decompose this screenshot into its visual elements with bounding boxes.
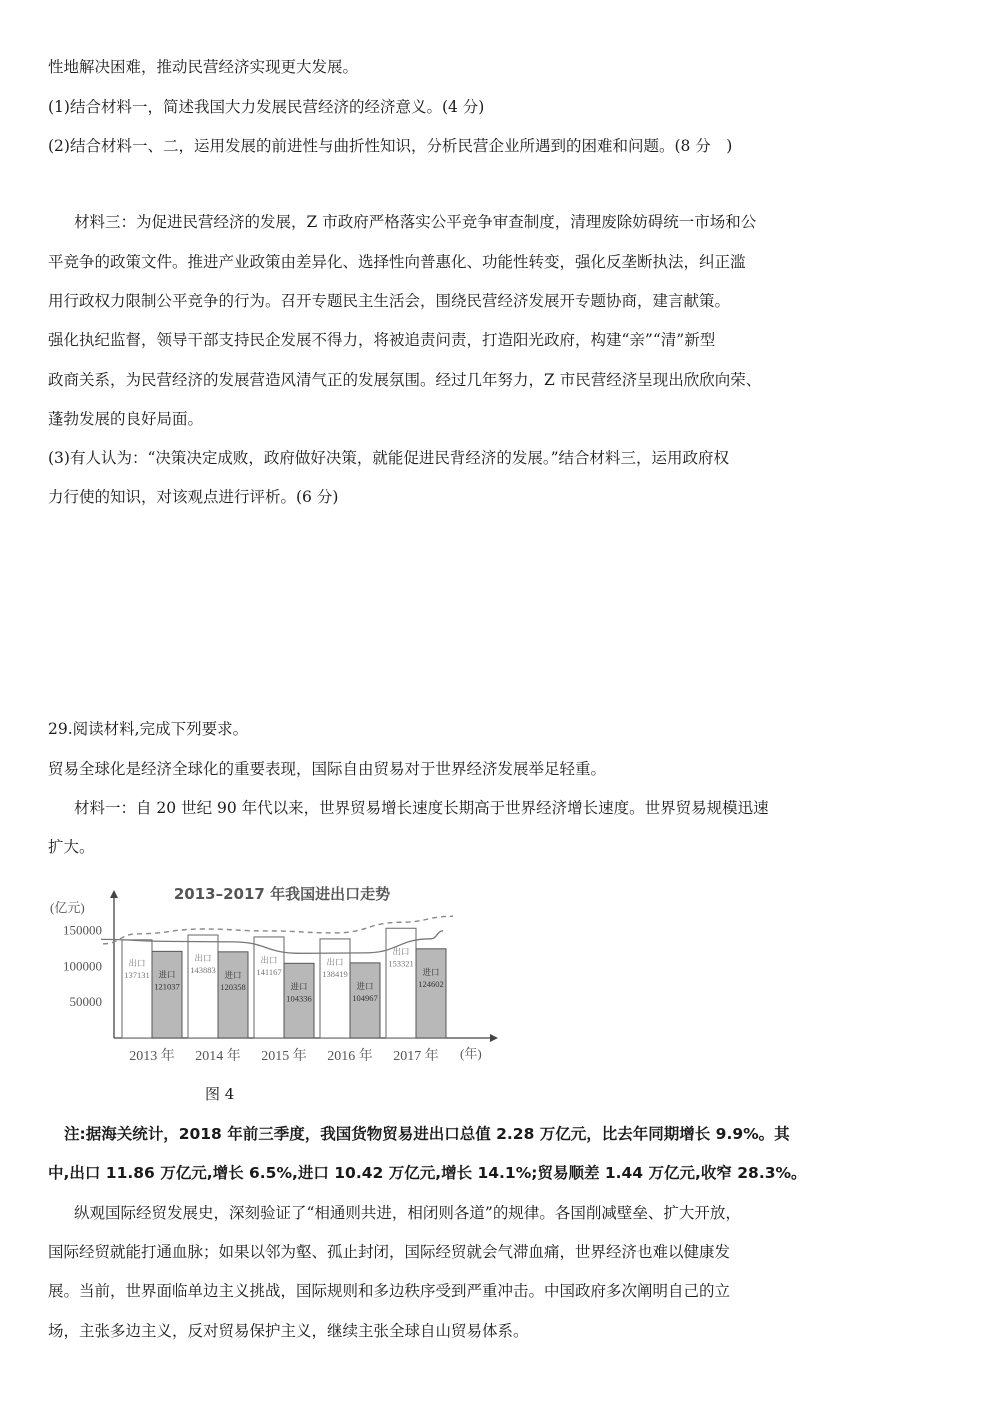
- question-3-cont: 力行使的知识，对该观点进行评析。(6 分): [48, 488, 339, 506]
- x-axis-arrow: [490, 1034, 498, 1042]
- y-axis-arrow: [110, 890, 118, 898]
- material3-line: 政商关系，为民营经济的发展营造风清气正的发展氛围。经过几年努力，Z 市民营经济呈现出欣欣向荣、: [48, 371, 762, 389]
- bar-import: [218, 952, 248, 1038]
- x-axis-label: (年): [460, 1046, 482, 1061]
- note-line: 中,出口 11.86 万亿元,增长 6.5%,进口 10.42 万亿元,增长 14.1%;贸易顺差 1.44 万亿元,收窄 28.3%。: [48, 1164, 807, 1182]
- closing-line: 纵观国际经贸发展史，深刻验证了“相通则共进，相闭则各道”的规律。各国削减壁垒、扩大开放，: [74, 1204, 741, 1222]
- y-tick-label: 100000: [63, 958, 102, 974]
- material3-line: 强化执纪监督，领导干部支持民企发展不得力，将被追责问责，打造阳光政府，构建“亲”“清”新型: [48, 331, 716, 349]
- material3-line: 材料三：为促进民营经济的发展，Z 市政府严格落实公平竞争审查制度，清理废除妨碍统一市场和公: [74, 213, 757, 231]
- closing-line: 场，主张多边主义，反对贸易保护主义，继续主张全球自山贸易体系。: [48, 1322, 529, 1340]
- y-tick-label: 50000: [69, 994, 102, 1010]
- bar-label-name: 进口: [224, 969, 242, 980]
- material1-line: 扩大。: [48, 838, 95, 856]
- bar-value-label: 124602: [418, 978, 444, 989]
- q29-intro: 贸易全球化是经济全球化的重要表现，国际自由贸易对于世界经济发展举足轻重。: [48, 760, 607, 778]
- bar-label-name: 进口: [290, 981, 308, 992]
- trade-chart: [40, 872, 500, 1072]
- note-line: 注:据海关统计，2018 年前三季度，我国货物贸易进出口总值 2.28 万亿元，比去年同期增长 9.9%。其: [64, 1125, 790, 1143]
- bar-value-label: 153321: [388, 958, 414, 969]
- material3-line: 用行政权力限制公平竞争的行为。召开专题民主生活会，围绕民营经济发展开专题协商，建言献策。: [48, 292, 731, 310]
- chart-title: 2013–2017 年我国进出口走势: [173, 885, 391, 903]
- bar-label-name: 出口: [128, 957, 146, 968]
- question-3: (3)有人认为：“决策决定成败，政府做好决策，就能促进民背经济的发展。”结合材料三，运用政府权: [48, 449, 730, 467]
- bar-import: [416, 949, 446, 1038]
- bar-value-label: 137131: [124, 969, 150, 980]
- bar-export: [122, 940, 152, 1038]
- bar-label-name: 出口: [194, 953, 212, 964]
- bar-export: [188, 935, 218, 1038]
- figure-caption: 图 4: [205, 1085, 235, 1103]
- closing-line: 展。当前，世界面临单边主义挑战，国际规则和多边秩序受到严重冲击。中国政府多次阐明自己的立: [48, 1282, 731, 1300]
- x-tick-label: 2014 年: [195, 1049, 241, 1064]
- question-2: (2)结合材料一、二，运用发展的前进性与曲折性知识，分析民营企业所遇到的困难和问题。(8 分 ): [48, 137, 733, 155]
- bar-value-label: 104967: [352, 992, 378, 1003]
- x-tick-label: 2017 年: [393, 1049, 439, 1064]
- y-tick-label: 150000: [63, 922, 102, 938]
- x-tick-label: 2015 年: [261, 1049, 307, 1064]
- bar-value-label: 120358: [220, 981, 246, 992]
- y-axis-label: (亿元): [50, 900, 85, 915]
- text-line: 性地解决困难，推动民营经济实现更大发展。: [48, 58, 359, 76]
- bar-value-label: 138419: [322, 968, 348, 979]
- bar-value-label: 104336: [286, 993, 312, 1004]
- x-tick-label: 2016 年: [327, 1049, 373, 1064]
- question-1: (1)结合材料一，简述我国大力发展民营经济的经济意义。(4 分): [48, 98, 485, 116]
- bar-label-name: 出口: [392, 946, 410, 957]
- material3-line: 平竞争的政策文件。推进产业政策由差异化、选择性向普惠化、功能性转变，强化反垄断执法，纠正滥: [48, 253, 746, 271]
- material3-line: 蓬勃发展的良好局面。: [48, 410, 204, 428]
- x-tick-label: 2013 年: [129, 1049, 175, 1064]
- material1-line: 材料一：自 20 世纪 90 年代以来，世界贸易增长速度长期高于世界经济增长速度。世界贸易规模迅速: [74, 799, 769, 817]
- bar-label-name: 出口: [326, 956, 344, 967]
- bar-label-name: 进口: [356, 980, 374, 991]
- bar-value-label: 141167: [256, 966, 282, 977]
- bar-label-name: 进口: [422, 966, 440, 977]
- bar-label-name: 出口: [260, 954, 278, 965]
- bar-value-label: 121037: [154, 981, 180, 992]
- bar-label-name: 进口: [158, 969, 176, 980]
- closing-line: 国际经贸就能打通血脉；如果以邻为壑、孤止封闭，国际经贸就会气滞血痛，世界经济也难以健康发: [48, 1243, 731, 1261]
- bar-import: [152, 951, 182, 1038]
- q29-title: 29.阅读材料,完成下列要求。: [48, 720, 249, 738]
- bar-value-label: 143883: [190, 965, 216, 976]
